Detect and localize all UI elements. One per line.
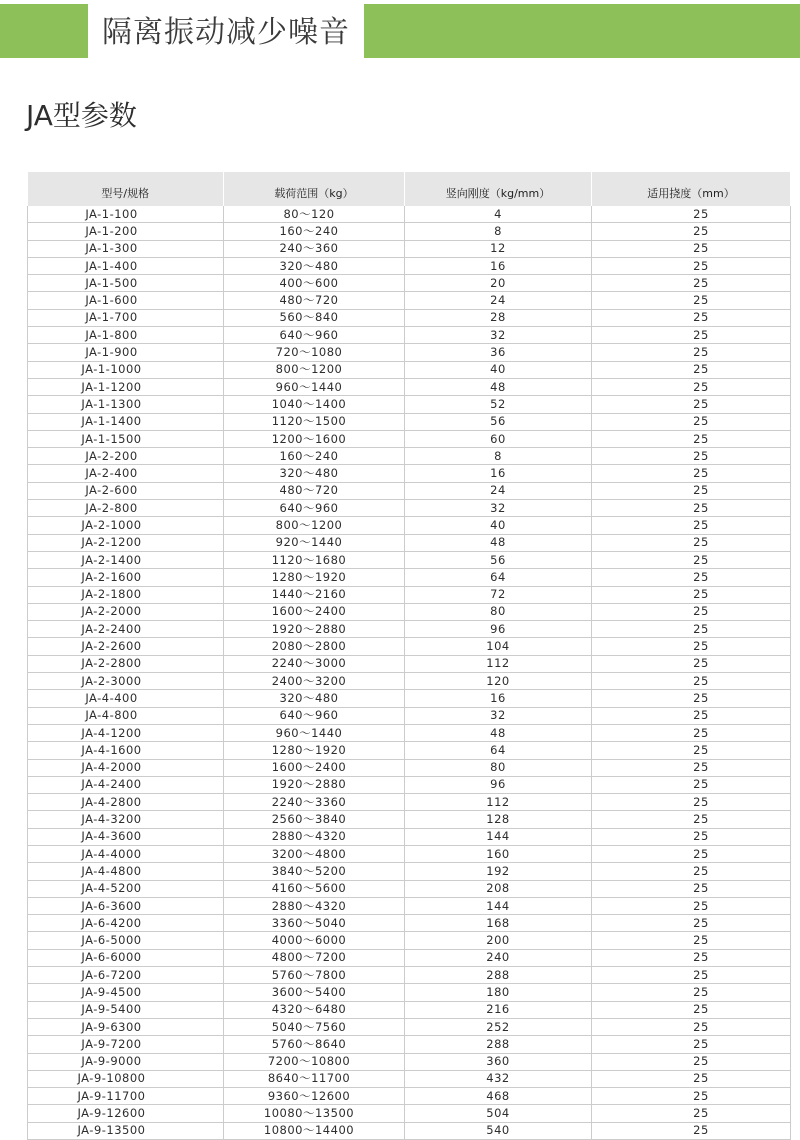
table-row [28, 240, 791, 257]
cell-model: JA-6-7200 [28, 967, 224, 984]
table-row [28, 1053, 791, 1070]
cell-load-range: 4000～6000 [224, 932, 405, 949]
cell-load-range: 920～1440 [224, 534, 405, 551]
cell-model: JA-2-2000 [28, 603, 224, 620]
cell-deflection: 25 [592, 517, 791, 534]
table-row [28, 742, 791, 759]
cell-stiffness: 104 [405, 638, 592, 655]
cell-model: JA-4-2800 [28, 794, 224, 811]
cell-deflection: 25 [592, 742, 791, 759]
cell-deflection: 25 [592, 984, 791, 1001]
table-body [28, 206, 791, 1140]
cell-model: JA-9-6300 [28, 1018, 224, 1035]
table-row [28, 621, 791, 638]
cell-model: JA-9-7200 [28, 1036, 224, 1053]
cell-stiffness: 24 [405, 292, 592, 309]
cell-load-range: 80～120 [224, 206, 405, 223]
header-model: 型号/规格 [28, 172, 224, 206]
cell-stiffness: 208 [405, 880, 592, 897]
cell-model: JA-1-1200 [28, 378, 224, 395]
cell-deflection: 25 [592, 292, 791, 309]
cell-stiffness: 360 [405, 1053, 592, 1070]
cell-model: JA-9-4500 [28, 984, 224, 1001]
cell-model: JA-4-400 [28, 690, 224, 707]
cell-stiffness: 56 [405, 413, 592, 430]
table-row [28, 396, 791, 413]
cell-stiffness: 52 [405, 396, 592, 413]
cell-load-range: 400～600 [224, 275, 405, 292]
cell-load-range: 160～240 [224, 223, 405, 240]
cell-deflection: 25 [592, 638, 791, 655]
cell-stiffness: 20 [405, 275, 592, 292]
cell-load-range: 1920～2880 [224, 621, 405, 638]
cell-stiffness: 112 [405, 794, 592, 811]
cell-model: JA-1-500 [28, 275, 224, 292]
cell-deflection: 25 [592, 378, 791, 395]
cell-stiffness: 8 [405, 448, 592, 465]
cell-deflection: 25 [592, 240, 791, 257]
cell-model: JA-2-2600 [28, 638, 224, 655]
spec-table-container [27, 172, 790, 1140]
cell-model: JA-9-5400 [28, 1001, 224, 1018]
cell-model: JA-1-1500 [28, 430, 224, 447]
cell-load-range: 640～960 [224, 707, 405, 724]
cell-deflection: 25 [592, 586, 791, 603]
cell-stiffness: 168 [405, 915, 592, 932]
table-row [28, 500, 791, 517]
cell-deflection: 25 [592, 655, 791, 672]
cell-load-range: 320～480 [224, 465, 405, 482]
cell-model: JA-9-13500 [28, 1122, 224, 1139]
cell-stiffness: 48 [405, 534, 592, 551]
header-load-range: 载荷范围（kg） [224, 172, 405, 206]
cell-model: JA-4-3200 [28, 811, 224, 828]
cell-deflection: 25 [592, 811, 791, 828]
cell-stiffness: 504 [405, 1105, 592, 1122]
cell-load-range: 960～1440 [224, 378, 405, 395]
cell-model: JA-2-2800 [28, 655, 224, 672]
cell-load-range: 3600～5400 [224, 984, 405, 1001]
cell-model: JA-2-600 [28, 482, 224, 499]
cell-stiffness: 288 [405, 1036, 592, 1053]
cell-deflection: 25 [592, 949, 791, 966]
table-row [28, 949, 791, 966]
cell-load-range: 5760～7800 [224, 967, 405, 984]
table-row [28, 257, 791, 274]
cell-deflection: 25 [592, 1001, 791, 1018]
cell-stiffness: 96 [405, 776, 592, 793]
cell-load-range: 1280～1920 [224, 742, 405, 759]
cell-stiffness: 192 [405, 863, 592, 880]
cell-stiffness: 432 [405, 1070, 592, 1087]
table-row [28, 915, 791, 932]
cell-load-range: 1440～2160 [224, 586, 405, 603]
cell-load-range: 720～1080 [224, 344, 405, 361]
header-vertical-stiffness: 竖向刚度（kg/mm） [405, 172, 592, 206]
cell-load-range: 2400～3200 [224, 673, 405, 690]
cell-load-range: 2240～3000 [224, 655, 405, 672]
table-row [28, 206, 791, 223]
cell-model: JA-4-4000 [28, 845, 224, 862]
table-row [28, 327, 791, 344]
cell-load-range: 800～1200 [224, 517, 405, 534]
cell-load-range: 1120～1500 [224, 413, 405, 430]
cell-model: JA-4-2000 [28, 759, 224, 776]
cell-deflection: 25 [592, 413, 791, 430]
table-row [28, 638, 791, 655]
cell-load-range: 2560～3840 [224, 811, 405, 828]
table-row [28, 430, 791, 447]
cell-model: JA-2-200 [28, 448, 224, 465]
table-row [28, 673, 791, 690]
cell-load-range: 3200～4800 [224, 845, 405, 862]
table-row [28, 1070, 791, 1087]
cell-load-range: 2080～2800 [224, 638, 405, 655]
cell-model: JA-1-400 [28, 257, 224, 274]
cell-deflection: 25 [592, 673, 791, 690]
cell-load-range: 1280～1920 [224, 569, 405, 586]
cell-model: JA-4-5200 [28, 880, 224, 897]
cell-model: JA-9-11700 [28, 1088, 224, 1105]
table-row [28, 828, 791, 845]
cell-load-range: 1600～2400 [224, 759, 405, 776]
table-row [28, 569, 791, 586]
cell-stiffness: 32 [405, 707, 592, 724]
table-row [28, 448, 791, 465]
cell-deflection: 25 [592, 690, 791, 707]
cell-deflection: 25 [592, 1070, 791, 1087]
table-row [28, 984, 791, 1001]
table-row [28, 1105, 791, 1122]
cell-stiffness: 252 [405, 1018, 592, 1035]
cell-stiffness: 28 [405, 309, 592, 326]
spec-table [27, 172, 791, 1140]
table-row [28, 707, 791, 724]
cell-deflection: 25 [592, 206, 791, 223]
cell-deflection: 25 [592, 759, 791, 776]
cell-deflection: 25 [592, 915, 791, 932]
cell-load-range: 240～360 [224, 240, 405, 257]
cell-deflection: 25 [592, 794, 791, 811]
cell-stiffness: 240 [405, 949, 592, 966]
table-row [28, 932, 791, 949]
cell-stiffness: 16 [405, 257, 592, 274]
cell-load-range: 5040～7560 [224, 1018, 405, 1035]
cell-stiffness: 160 [405, 845, 592, 862]
cell-stiffness: 4 [405, 206, 592, 223]
cell-load-range: 7200～10800 [224, 1053, 405, 1070]
cell-stiffness: 24 [405, 482, 592, 499]
banner-title: 隔离振动减少噪音 [102, 15, 350, 50]
cell-model: JA-1-700 [28, 309, 224, 326]
banner-accent-left [0, 4, 88, 58]
title-banner [0, 0, 800, 58]
cell-deflection: 25 [592, 828, 791, 845]
cell-stiffness: 468 [405, 1088, 592, 1105]
table-row [28, 586, 791, 603]
cell-model: JA-4-1200 [28, 724, 224, 741]
cell-stiffness: 32 [405, 327, 592, 344]
table-row [28, 517, 791, 534]
cell-model: JA-6-3600 [28, 897, 224, 914]
cell-load-range: 10080～13500 [224, 1105, 405, 1122]
cell-deflection: 25 [592, 880, 791, 897]
cell-model: JA-6-4200 [28, 915, 224, 932]
cell-load-range: 320～480 [224, 257, 405, 274]
cell-load-range: 3840～5200 [224, 863, 405, 880]
cell-model: JA-2-400 [28, 465, 224, 482]
cell-model: JA-9-9000 [28, 1053, 224, 1070]
cell-model: JA-2-1600 [28, 569, 224, 586]
cell-model: JA-4-800 [28, 707, 224, 724]
cell-load-range: 5760～8640 [224, 1036, 405, 1053]
cell-deflection: 25 [592, 344, 791, 361]
cell-load-range: 560～840 [224, 309, 405, 326]
cell-deflection: 25 [592, 621, 791, 638]
cell-model: JA-1-100 [28, 206, 224, 223]
cell-load-range: 1600～2400 [224, 603, 405, 620]
header-deflection: 适用挠度（mm） [592, 172, 791, 206]
cell-deflection: 25 [592, 430, 791, 447]
cell-load-range: 2880～4320 [224, 828, 405, 845]
cell-stiffness: 144 [405, 897, 592, 914]
cell-model: JA-1-200 [28, 223, 224, 240]
cell-deflection: 25 [592, 569, 791, 586]
table-row [28, 811, 791, 828]
cell-deflection: 25 [592, 776, 791, 793]
cell-stiffness: 216 [405, 1001, 592, 1018]
cell-stiffness: 540 [405, 1122, 592, 1139]
cell-stiffness: 32 [405, 500, 592, 517]
table-row [28, 1122, 791, 1139]
cell-load-range: 1200～1600 [224, 430, 405, 447]
cell-stiffness: 40 [405, 361, 592, 378]
cell-load-range: 800～1200 [224, 361, 405, 378]
cell-stiffness: 12 [405, 240, 592, 257]
cell-deflection: 25 [592, 724, 791, 741]
cell-stiffness: 72 [405, 586, 592, 603]
table-row [28, 863, 791, 880]
cell-model: JA-9-10800 [28, 1070, 224, 1087]
table-row [28, 292, 791, 309]
banner-accent-right [364, 4, 800, 58]
cell-model: JA-1-1300 [28, 396, 224, 413]
cell-model: JA-2-800 [28, 500, 224, 517]
cell-load-range: 160～240 [224, 448, 405, 465]
table-row [28, 655, 791, 672]
cell-stiffness: 36 [405, 344, 592, 361]
table-row [28, 465, 791, 482]
table-row [28, 275, 791, 292]
cell-load-range: 2240～3360 [224, 794, 405, 811]
cell-stiffness: 144 [405, 828, 592, 845]
cell-stiffness: 64 [405, 742, 592, 759]
table-row [28, 534, 791, 551]
cell-model: JA-1-600 [28, 292, 224, 309]
cell-load-range: 640～960 [224, 327, 405, 344]
cell-deflection: 25 [592, 967, 791, 984]
cell-model: JA-9-12600 [28, 1105, 224, 1122]
cell-model: JA-4-1600 [28, 742, 224, 759]
table-row [28, 1036, 791, 1053]
cell-model: JA-4-3600 [28, 828, 224, 845]
cell-deflection: 25 [592, 1122, 791, 1139]
table-row [28, 1018, 791, 1035]
cell-model: JA-6-5000 [28, 932, 224, 949]
cell-deflection: 25 [592, 707, 791, 724]
table-row [28, 309, 791, 326]
cell-load-range: 3360～5040 [224, 915, 405, 932]
cell-deflection: 25 [592, 309, 791, 326]
table-row [28, 551, 791, 568]
cell-load-range: 2880～4320 [224, 897, 405, 914]
cell-stiffness: 8 [405, 223, 592, 240]
cell-deflection: 25 [592, 275, 791, 292]
cell-deflection: 25 [592, 863, 791, 880]
cell-stiffness: 112 [405, 655, 592, 672]
table-row [28, 361, 791, 378]
cell-deflection: 25 [592, 361, 791, 378]
table-row [28, 880, 791, 897]
table-row [28, 845, 791, 862]
cell-stiffness: 80 [405, 603, 592, 620]
cell-deflection: 25 [592, 396, 791, 413]
cell-model: JA-1-300 [28, 240, 224, 257]
cell-load-range: 1120～1680 [224, 551, 405, 568]
cell-stiffness: 64 [405, 569, 592, 586]
cell-deflection: 25 [592, 482, 791, 499]
table-row [28, 1001, 791, 1018]
cell-model: JA-2-1200 [28, 534, 224, 551]
cell-model: JA-1-800 [28, 327, 224, 344]
cell-deflection: 25 [592, 1088, 791, 1105]
cell-stiffness: 120 [405, 673, 592, 690]
cell-model: JA-2-1800 [28, 586, 224, 603]
cell-stiffness: 288 [405, 967, 592, 984]
cell-load-range: 1920～2880 [224, 776, 405, 793]
cell-model: JA-1-900 [28, 344, 224, 361]
cell-stiffness: 60 [405, 430, 592, 447]
cell-deflection: 25 [592, 845, 791, 862]
cell-deflection: 25 [592, 327, 791, 344]
table-row [28, 759, 791, 776]
cell-load-range: 320～480 [224, 690, 405, 707]
cell-deflection: 25 [592, 551, 791, 568]
cell-model: JA-4-2400 [28, 776, 224, 793]
table-row [28, 794, 791, 811]
cell-stiffness: 96 [405, 621, 592, 638]
cell-stiffness: 180 [405, 984, 592, 1001]
cell-model: JA-2-1000 [28, 517, 224, 534]
cell-deflection: 25 [592, 603, 791, 620]
cell-deflection: 25 [592, 465, 791, 482]
cell-deflection: 25 [592, 1036, 791, 1053]
section-title: JA型参数 [26, 99, 137, 132]
cell-deflection: 25 [592, 897, 791, 914]
table-header-row [28, 172, 791, 206]
cell-deflection: 25 [592, 500, 791, 517]
table-row [28, 344, 791, 361]
cell-stiffness: 48 [405, 724, 592, 741]
cell-stiffness: 16 [405, 690, 592, 707]
cell-deflection: 25 [592, 932, 791, 949]
cell-model: JA-2-1400 [28, 551, 224, 568]
cell-stiffness: 200 [405, 932, 592, 949]
cell-load-range: 640～960 [224, 500, 405, 517]
cell-deflection: 25 [592, 1105, 791, 1122]
cell-load-range: 4320～6480 [224, 1001, 405, 1018]
cell-model: JA-4-4800 [28, 863, 224, 880]
cell-deflection: 25 [592, 257, 791, 274]
table-row [28, 724, 791, 741]
cell-deflection: 25 [592, 448, 791, 465]
cell-model: JA-2-2400 [28, 621, 224, 638]
cell-model: JA-1-1000 [28, 361, 224, 378]
table-row [28, 967, 791, 984]
table-row [28, 690, 791, 707]
cell-load-range: 960～1440 [224, 724, 405, 741]
cell-load-range: 4160～5600 [224, 880, 405, 897]
table-row [28, 378, 791, 395]
cell-model: JA-1-1400 [28, 413, 224, 430]
cell-stiffness: 16 [405, 465, 592, 482]
cell-load-range: 4800～7200 [224, 949, 405, 966]
table-row [28, 776, 791, 793]
cell-deflection: 25 [592, 1018, 791, 1035]
cell-load-range: 480～720 [224, 292, 405, 309]
cell-load-range: 10800～14400 [224, 1122, 405, 1139]
cell-stiffness: 80 [405, 759, 592, 776]
cell-load-range: 1040～1400 [224, 396, 405, 413]
cell-deflection: 25 [592, 534, 791, 551]
table-row [28, 897, 791, 914]
table-row [28, 1088, 791, 1105]
cell-stiffness: 56 [405, 551, 592, 568]
cell-stiffness: 48 [405, 378, 592, 395]
cell-stiffness: 40 [405, 517, 592, 534]
cell-load-range: 9360～12600 [224, 1088, 405, 1105]
table-row [28, 603, 791, 620]
cell-deflection: 25 [592, 223, 791, 240]
table-row [28, 482, 791, 499]
cell-model: JA-6-6000 [28, 949, 224, 966]
table-row [28, 413, 791, 430]
cell-deflection: 25 [592, 1053, 791, 1070]
cell-load-range: 480～720 [224, 482, 405, 499]
table-row [28, 223, 791, 240]
cell-stiffness: 128 [405, 811, 592, 828]
cell-load-range: 8640～11700 [224, 1070, 405, 1087]
cell-model: JA-2-3000 [28, 673, 224, 690]
